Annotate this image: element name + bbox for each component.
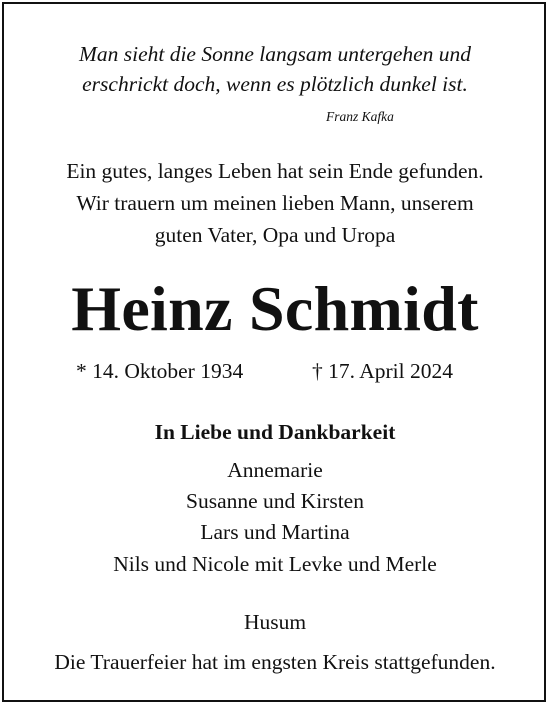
mourners-heading: In Liebe und Dankbarkeit bbox=[154, 420, 396, 444]
intro-line: Wir trauern um meinen lieben Mann, unserem bbox=[76, 191, 474, 215]
mourner-name: Annemarie bbox=[227, 458, 323, 482]
quote-line: Man sieht die Sonne langsam untergehen und bbox=[78, 42, 472, 66]
quote-author: Franz Kafka bbox=[326, 109, 394, 124]
mourner-name: Lars und Martina bbox=[200, 520, 350, 544]
mourner-name: Nils und Nicole mit Levke und Merle bbox=[113, 552, 437, 576]
intro-line: guten Vater, Opa und Uropa bbox=[154, 223, 396, 247]
birth-date: * 14. Oktober 1934 bbox=[76, 359, 244, 383]
mourner-name: Susanne und Kirsten bbox=[186, 489, 364, 513]
quote-line: erschrickt doch, wenn es plötzlich dunkel ist. bbox=[82, 72, 468, 96]
deceased-name: Heinz Schmidt bbox=[71, 273, 479, 344]
death-date: † 17. April 2024 bbox=[312, 359, 453, 383]
funeral-note: Die Trauerfeier hat im engsten Kreis stattgefunden. bbox=[54, 650, 496, 674]
intro-line: Ein gutes, langes Leben hat sein Ende gefunden. bbox=[66, 159, 484, 183]
place-name: Husum bbox=[243, 610, 307, 634]
notice-border bbox=[2, 2, 546, 702]
